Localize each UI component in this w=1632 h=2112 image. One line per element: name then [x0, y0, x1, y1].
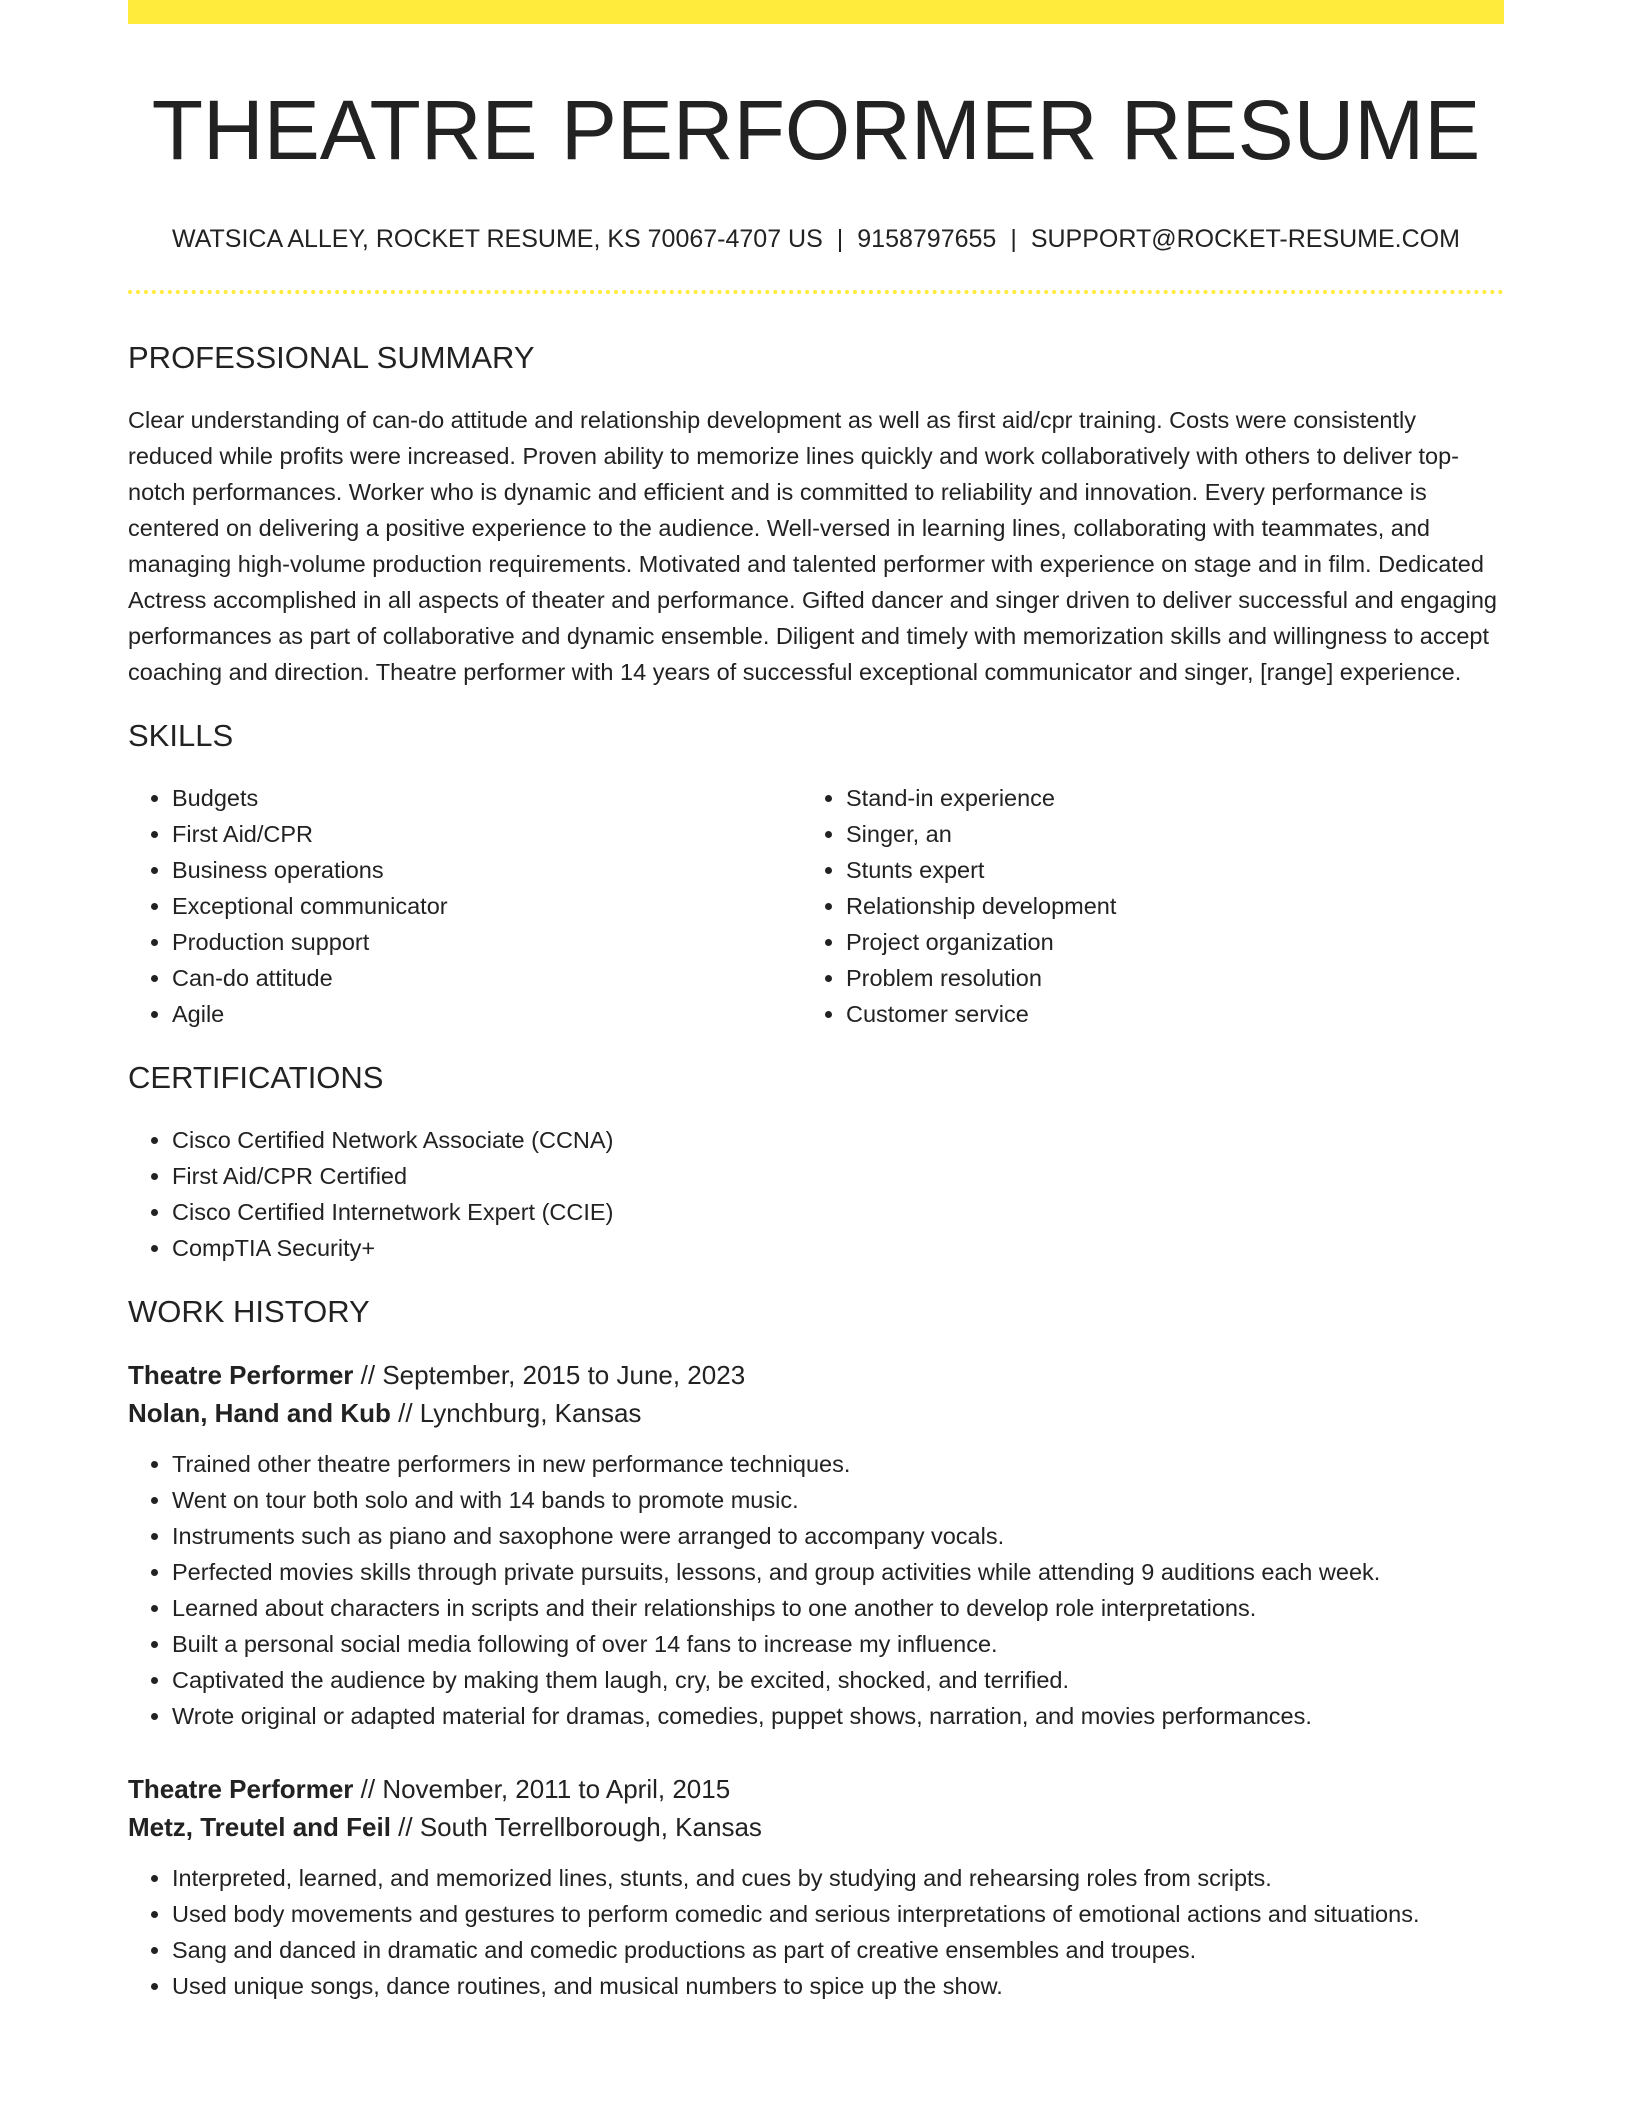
certification-item: • Cisco Certified Internetwork Expert (CCIE)	[172, 1194, 1504, 1230]
contact-line	[128, 224, 1504, 254]
skill-item: • Budgets	[172, 780, 768, 816]
skills-list-right	[802, 780, 1504, 1032]
skill-item: • Project organization	[846, 924, 1504, 960]
certifications-list	[128, 1122, 1504, 1266]
skill-item: • Customer service	[846, 996, 1504, 1032]
summary-heading: PROFESSIONAL SUMMARY	[128, 340, 535, 375]
job-company: Metz, Treutel and Feil	[128, 1812, 391, 1842]
summary-text: Clear understanding of can-do attitude and relationship development as well as first aid/cpr training. Costs were consistently reduced while profits were increased. Proven ability to memorize lines quickly and work collaboratively with others to deliver top-notch performances. Worker who is dynamic and efficient and is committed to reliability and innovation. Every performance is centered on delivering a positive experience to the audience. Well-versed in learning lines, collaborating with teammates, and managing high-volume production requirements. Motivated and talented performer with experience on stage and in film. Dedicated Actress accomplished in all aspects of theater and performance. Gifted dancer and singer driven to deliver successful and engaging performances as part of collaborative and dynamic ensemble. Diligent and timely with memorization skills and willingness to accept coaching and direction. Theatre performer with 14 years of successful exceptional communicator and singer, [range] experience.	[128, 407, 1497, 685]
job-location: // South Terrellborough, Kansas	[390, 1812, 762, 1842]
job-bullets	[128, 1446, 1504, 1734]
job-bullet: • Perfected movies skills through private pursuits, lessons, and group activities while attending 9 auditions each week.	[172, 1554, 1504, 1590]
job-bullet: • Built a personal social media following of over 14 fans to increase my influence.	[172, 1626, 1504, 1662]
header-divider	[128, 290, 1504, 294]
job-title: Theatre Performer	[128, 1360, 354, 1390]
job-bullet: • Interpreted, learned, and memorized lines, stunts, and cues by studying and rehearsing roles from scripts.	[172, 1860, 1504, 1896]
job-title: Theatre Performer	[128, 1774, 354, 1804]
resume-title: THEATRE PERFORMER RESUME	[151, 83, 1481, 177]
skill-item: • Exceptional communicator	[172, 888, 768, 924]
job-bullet: • Wrote original or adapted material for dramas, comedies, puppet shows, narration, and movies performances.	[172, 1698, 1504, 1734]
certification-item: • First Aid/CPR Certified	[172, 1158, 1504, 1194]
job-bullet: • Used unique songs, dance routines, and musical numbers to spice up the show.	[172, 1968, 1504, 2004]
certification-item: • CompTIA Security+	[172, 1230, 1504, 1266]
certification-item: • Cisco Certified Network Associate (CCNA)	[172, 1122, 1504, 1158]
job-company: Nolan, Hand and Kub	[128, 1398, 391, 1428]
skill-item: • Problem resolution	[846, 960, 1504, 996]
certifications-heading: CERTIFICATIONS	[128, 1060, 384, 1095]
job-bullet: • Learned about characters in scripts and their relationships to one another to develop role interpretations.	[172, 1590, 1504, 1626]
job-bullets	[128, 1860, 1504, 2004]
job-dates: // September, 2015 to June, 2023	[353, 1360, 746, 1390]
skill-item: • Singer, an	[846, 816, 1504, 852]
skill-item: • Production support	[172, 924, 768, 960]
job-entry	[128, 1356, 1504, 1734]
skill-item: • First Aid/CPR	[172, 816, 768, 852]
job-bullet: • Instruments such as piano and saxophone were arranged to accompany vocals.	[172, 1518, 1504, 1554]
job-dates: // November, 2011 to April, 2015	[353, 1774, 731, 1804]
contact-address: WATSICA ALLEY, ROCKET RESUME, KS 70067-4707 US	[172, 225, 823, 253]
skills-columns	[128, 780, 1504, 1032]
contact-separator: |	[836, 225, 844, 253]
resume-page	[128, 0, 1504, 2004]
job-bullet: • Used body movements and gestures to perform comedic and serious interpretations of emotional actions and situations.	[172, 1896, 1504, 1932]
job-bullet: • Sang and danced in dramatic and comedic productions as part of creative ensembles and troupes.	[172, 1932, 1504, 1968]
skill-item: • Stand-in experience	[846, 780, 1504, 816]
job-bullet: • Captivated the audience by making them laugh, cry, be excited, shocked, and terrified.	[172, 1662, 1504, 1698]
skill-item: • Can-do attitude	[172, 960, 768, 996]
contact-phone: 9158797655	[857, 225, 997, 253]
skill-item: • Stunts expert	[846, 852, 1504, 888]
job-bullet: • Went on tour both solo and with 14 bands to promote music.	[172, 1482, 1504, 1518]
job-header	[128, 1356, 1504, 1432]
skill-item: • Agile	[172, 996, 768, 1032]
skills-list-left	[128, 780, 768, 1032]
contact-email: SUPPORT@ROCKET-RESUME.COM	[1030, 225, 1460, 253]
skill-item: • Business operations	[172, 852, 768, 888]
skills-heading: SKILLS	[128, 718, 234, 753]
job-header	[128, 1770, 1504, 1846]
contact-separator: |	[1010, 225, 1017, 253]
job-location: // Lynchburg, Kansas	[390, 1398, 642, 1428]
job-entry	[128, 1770, 1504, 2004]
skill-item: • Relationship development	[846, 888, 1504, 924]
job-bullet: • Trained other theatre performers in new performance techniques.	[172, 1446, 1504, 1482]
work-history-heading: WORK HISTORY	[128, 1294, 370, 1329]
